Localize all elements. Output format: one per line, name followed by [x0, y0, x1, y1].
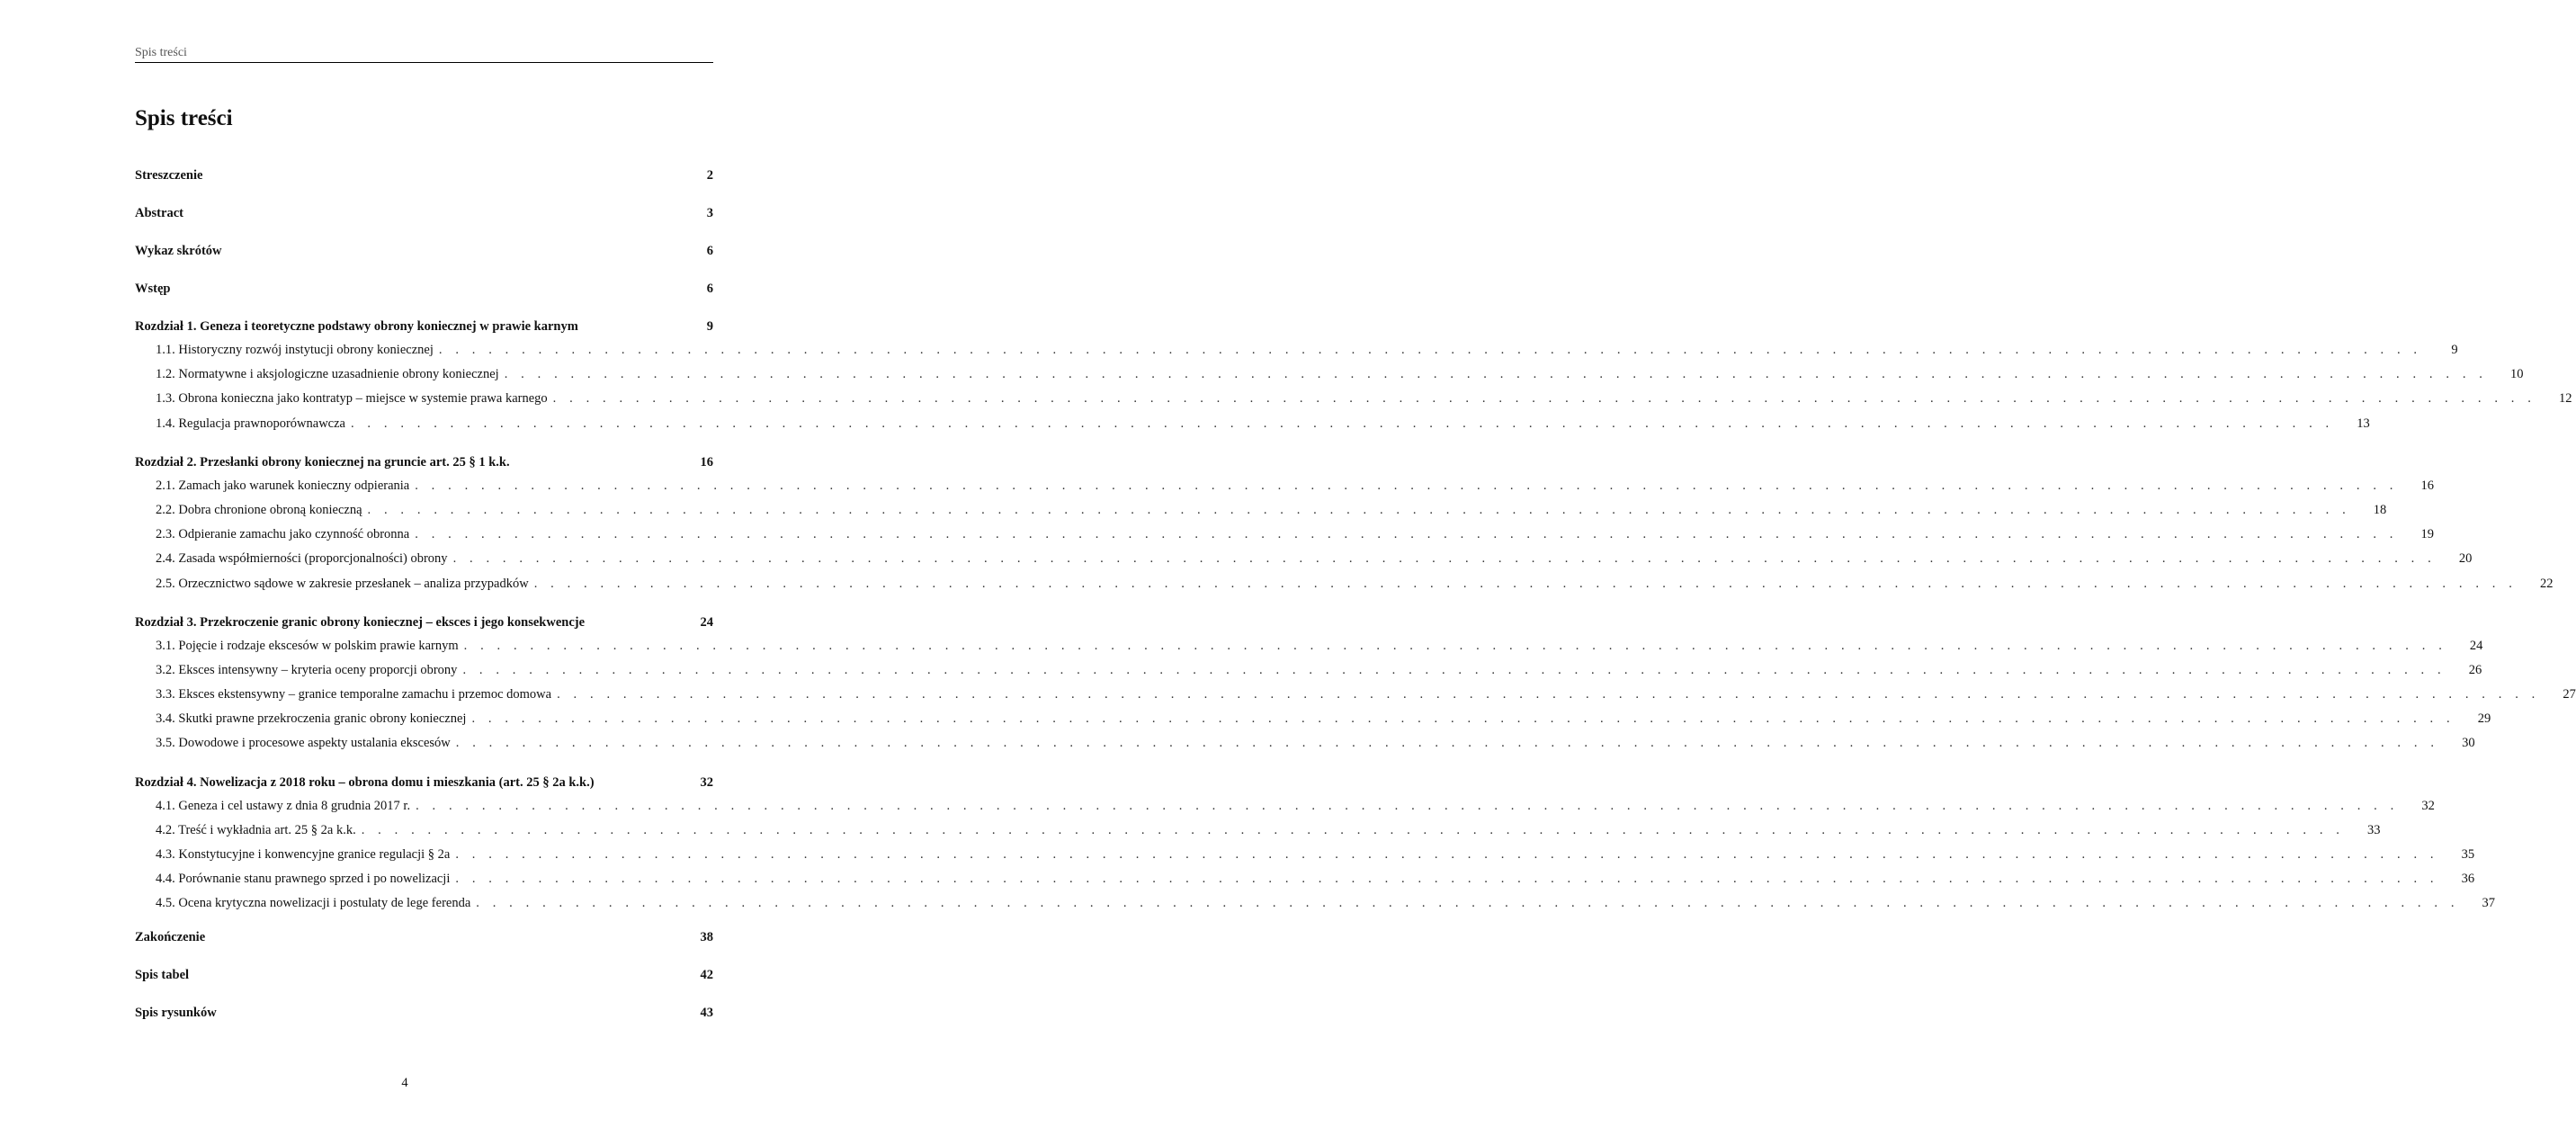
- toc-section-label: 2.3. Odpieranie zamachu jako czynność obronna: [156, 527, 410, 542]
- toc-section-page: 13: [2357, 416, 2370, 431]
- toc-section-label: 3.4. Skutki prawne przekroczenia granic obrony koniecznej: [156, 711, 467, 727]
- toc-entry-page: 6: [706, 244, 713, 258]
- toc-section-page: 35: [2461, 847, 2475, 862]
- toc-chapter-block: [135, 769, 2496, 917]
- toc-section-label: 2.4. Zasada współmierności (proporcjonalności) obrony: [156, 551, 448, 567]
- toc-chapter-entry[interactable]: [135, 313, 713, 338]
- toc-section-page: 19: [2420, 527, 2435, 542]
- toc-section-entry[interactable]: [135, 891, 2496, 916]
- toc-entry-page: 42: [700, 967, 713, 982]
- toc-section-page: 18: [2373, 502, 2387, 517]
- toc-entry-label: Spis rysunków: [135, 1005, 217, 1020]
- toc-section-label: 1.3. Obrona konieczna jako kontratyp – miejsce w systemie prawa karnego: [156, 391, 548, 407]
- toc-section-label: 1.1. Historyczny rozwój instytucji obrony koniecznej: [156, 343, 434, 357]
- toc-section-label: 4.3. Konstytucyjne i konwencyjne granice regulacji § 2a: [156, 847, 451, 862]
- toc-entry-label: Rozdział 4. Nowelizacja z 2018 roku – obrona domu i mieszkania (art. 25 § 2a k.k.): [135, 774, 595, 790]
- toc-entry-label: Abstract: [135, 206, 183, 220]
- dot-leaders: . . . . . . . . . . . . . . . . . . . . . . . . . . . . . . . . . . . . . . . . . . . . . . . . . . . . . . . . . . . . . . . . . . . . . . . . . . . . . . . . . . . . . . . . . . . . . . . . . . . . . . . . . . . . . . . . . . . . . . . .: [476, 896, 2460, 911]
- dot-leaders: . . . . . . . . . . . . . . . . . . . . . . . . . . . . . . . . . . . . . . . . . . . . . . . . . . . . . . . . . . . . . . . . . . . . . . . . . . . . . . . . . . . . . . . . . . . . . . . . . . . . . . . . . . . . . . . . . . . . . . . .: [415, 478, 2399, 493]
- toc-section-entry[interactable]: [135, 634, 2483, 658]
- toc-front-entry[interactable]: [135, 237, 713, 275]
- dot-leaders: . . . . . . . . . . . . . . . . . . . . . . . . . . . . . . . . . . . . . . . . . . . . . . . . . . . . . . . . . . . . . . . . . . . . . . . . . . . . . . . . . . . . . . . . . . . . . . . . . . . . . . . . . . . . . . . . . . . . . . . .: [463, 638, 2447, 653]
- toc-section-label: 2.1. Zamach jako warunek konieczny odpierania: [156, 478, 410, 493]
- toc-section-label: 1.4. Regulacja prawnoporównawcza: [156, 416, 345, 431]
- toc-chapter-entry[interactable]: [135, 769, 713, 794]
- toc-entry-label: Wykaz skrótów: [135, 244, 222, 258]
- toc-entry-page: 9: [706, 319, 713, 334]
- dot-leaders: . . . . . . . . . . . . . . . . . . . . . . . . . . . . . . . . . . . . . . . . . . . . . . . . . . . . . . . . . . . . . . . . . . . . . . . . . . . . . . . . . . . . . . . . . . . . . . . . . . . . . . . . . . . . . . . . . . . . . . . .: [533, 576, 2518, 591]
- toc-back-entry[interactable]: [135, 999, 713, 1037]
- toc-entry-label: Zakończenie: [135, 929, 206, 944]
- toc-section-entry[interactable]: [135, 547, 2473, 571]
- toc-chapter-entry[interactable]: [135, 449, 713, 474]
- toc-section-label: 1.2. Normatywne i aksjologiczne uzasadnienie obrony koniecznej: [156, 367, 499, 382]
- toc-chapter-block: [135, 609, 2576, 756]
- toc-entry-page: 16: [700, 454, 713, 470]
- toc-entry-page: 43: [700, 1005, 713, 1020]
- toc-entry-page: 3: [706, 206, 713, 220]
- toc-section-entry[interactable]: [135, 523, 2435, 547]
- toc-chapter-entry[interactable]: [135, 609, 713, 634]
- toc-section-entry[interactable]: [135, 387, 2572, 411]
- toc-section-page: 9: [2451, 343, 2458, 357]
- toc-entry-page: 2: [706, 168, 713, 183]
- dot-leaders: . . . . . . . . . . . . . . . . . . . . . . . . . . . . . . . . . . . . . . . . . . . . . . . . . . . . . . . . . . . . . . . . . . . . . . . . . . . . . . . . . . . . . . . . . . . . . . . . . . . . . . . . . . . . . . . . . . . . . . . .: [455, 847, 2439, 862]
- toc-section-label: 4.2. Treść i wykładnia art. 25 § 2a k.k.: [156, 822, 356, 837]
- dot-leaders: . . . . . . . . . . . . . . . . . . . . . . . . . . . . . . . . . . . . . . . . . . . . . . . . . . . . . . . . . . . . . . . . . . . . . . . . . . . . . . . . . . . . . . . . . . . . . . . . . . . . . . . . . . . . . . . . . . . . . . . .: [416, 798, 2399, 813]
- dot-leaders: . . . . . . . . . . . . . . . . . . . . . . . . . . . . . . . . . . . . . . . . . . . . . . . . . . . . . . . . . . . . . . . . . . . . . . . . . . . . . . . . . . . . . . . . . . . . . . . . . . . . . . . . . . . . . . . . . . . . . . . .: [455, 736, 2439, 751]
- toc-section-page: 30: [2462, 736, 2475, 751]
- toc-entry-label: Rozdział 2. Przesłanki obrony koniecznej na gruncie art. 25 § 1 k.k.: [135, 454, 510, 470]
- toc-section-label: 3.2. Eksces intensywny – kryteria oceny proporcji obrony: [156, 662, 458, 677]
- dot-leaders: . . . . . . . . . . . . . . . . . . . . . . . . . . . . . . . . . . . . . . . . . . . . . . . . . . . . . . . . . . . . . . . . . . . . . . . . . . . . . . . . . . . . . . . . . . . . . . . . . . . . . . . . . . . . . . . . . . . . . . . .: [367, 502, 2351, 517]
- toc-section-entry[interactable]: [135, 683, 2576, 707]
- toc-section-label: 4.1. Geneza i cel ustawy z dnia 8 grudnia 2017 r.: [156, 798, 411, 813]
- dot-leaders: . . . . . . . . . . . . . . . . . . . . . . . . . . . . . . . . . . . . . . . . . . . . . . . . . . . . . . . . . . . . . . . . . . . . . . . . . . . . . . . . . . . . . . . . . . . . . . . . . . . . . . . . . . . . . . . . . . . . . . . .: [462, 662, 2446, 677]
- dot-leaders: . . . . . . . . . . . . . . . . . . . . . . . . . . . . . . . . . . . . . . . . . . . . . . . . . . . . . . . . . . . . . . . . . . . . . . . . . . . . . . . . . . . . . . . . . . . . . . . . . . . . . . . . . . . . . . . . . . . . . . . .: [438, 343, 2422, 357]
- table-of-contents: [135, 162, 2576, 1037]
- toc-section-page: 10: [2510, 367, 2524, 382]
- dot-leaders: . . . . . . . . . . . . . . . . . . . . . . . . . . . . . . . . . . . . . . . . . . . . . . . . . . . . . . . . . . . . . . . . . . . . . . . . . . . . . . . . . . . . . . . . . . . . . . . . . . . . . . . . . . . . . . . . . . . . . . . .: [361, 822, 2345, 837]
- toc-entry-page: 32: [700, 774, 713, 790]
- toc-entry-label: Streszczenie: [135, 168, 203, 183]
- toc-section-page: 27: [2563, 687, 2576, 702]
- dot-leaders: . . . . . . . . . . . . . . . . . . . . . . . . . . . . . . . . . . . . . . . . . . . . . . . . . . . . . . . . . . . . . . . . . . . . . . . . . . . . . . . . . . . . . . . . . . . . . . . . . . . . . . . . . . . . . . . . . . . . . . . .: [552, 391, 2536, 407]
- toc-section-entry[interactable]: [135, 658, 2482, 683]
- toc-section-entry[interactable]: [135, 474, 2435, 498]
- toc-entry-page: 24: [700, 614, 713, 630]
- toc-section-page: 22: [2539, 576, 2554, 591]
- toc-section-entry[interactable]: [135, 498, 2387, 523]
- toc-section-page: 33: [2367, 822, 2381, 837]
- toc-section-page: 26: [2468, 662, 2482, 677]
- toc-section-entry[interactable]: [135, 572, 2554, 596]
- toc-section-page: 20: [2458, 551, 2473, 567]
- toc-back-matter: [135, 924, 713, 1037]
- toc-section-page: 29: [2477, 711, 2491, 727]
- toc-chapter-block: [135, 449, 2554, 596]
- dot-leaders: . . . . . . . . . . . . . . . . . . . . . . . . . . . . . . . . . . . . . . . . . . . . . . . . . . . . . . . . . . . . . . . . . . . . . . . . . . . . . . . . . . . . . . . . . . . . . . . . . . . . . . . . . . . . . . . . . . . . . . . .: [455, 872, 2439, 887]
- toc-section-page: 12: [2558, 391, 2572, 407]
- toc-section-entry[interactable]: [135, 362, 2524, 387]
- toc-front-entry[interactable]: [135, 200, 713, 237]
- toc-section-entry[interactable]: [135, 707, 2491, 731]
- toc-entry-page: 6: [706, 282, 713, 296]
- toc-front-entry[interactable]: [135, 275, 713, 313]
- dot-leaders: . . . . . . . . . . . . . . . . . . . . . . . . . . . . . . . . . . . . . . . . . . . . . . . . . . . . . . . . . . . . . . . . . . . . . . . . . . . . . . . . . . . . . . . . . . . . . . . . . . . . . . . . . . . . . . . . . . . . . . . .: [452, 551, 2437, 567]
- toc-section-page: 24: [2469, 638, 2483, 653]
- toc-section-label: 3.5. Dowodowe i procesowe aspekty ustalania ekscesów: [156, 736, 451, 751]
- running-header: Spis treści: [135, 45, 713, 63]
- dot-leaders: . . . . . . . . . . . . . . . . . . . . . . . . . . . . . . . . . . . . . . . . . . . . . . . . . . . . . . . . . . . . . . . . . . . . . . . . . . . . . . . . . . . . . . . . . . . . . . . . . . . . . . . . . . . . . . . . . . . . . . . .: [415, 527, 2399, 542]
- toc-section-label: 4.5. Ocena krytyczna nowelizacji i postulaty de lege ferenda: [156, 896, 471, 911]
- toc-section-label: 2.2. Dobra chronione obroną konieczną: [156, 502, 362, 517]
- toc-section-entry[interactable]: [135, 867, 2475, 891]
- toc-chapters: [135, 313, 2576, 917]
- toc-section-entry[interactable]: [135, 412, 2370, 436]
- toc-section-entry[interactable]: [135, 843, 2475, 867]
- toc-section-label: 2.5. Orzecznictwo sądowe w zakresie przesłanek – analiza przypadków: [156, 576, 529, 591]
- toc-section-label: 3.3. Eksces ekstensywny – granice temporalne zamachu i przemoc domowa: [156, 687, 552, 702]
- toc-section-page: 37: [2482, 896, 2496, 911]
- toc-back-entry[interactable]: [135, 924, 713, 962]
- toc-section-page: 32: [2421, 798, 2435, 813]
- toc-section-label: 4.4. Porównanie stanu prawnego sprzed i po nowelizacji: [156, 872, 451, 887]
- page-title: Spis treści: [135, 106, 233, 130]
- toc-section-entry[interactable]: [135, 794, 2435, 818]
- toc-section-entry[interactable]: [135, 818, 2381, 843]
- dot-leaders: . . . . . . . . . . . . . . . . . . . . . . . . . . . . . . . . . . . . . . . . . . . . . . . . . . . . . . . . . . . . . . . . . . . . . . . . . . . . . . . . . . . . . . . . . . . . . . . . . . . . . . . . . . . . . . . . . . . . . . . .: [471, 711, 2455, 727]
- page-number: 4: [401, 1076, 408, 1090]
- toc-entry-label: Rozdział 3. Przekroczenie granic obrony koniecznej – eksces i jego konsekwencje: [135, 614, 586, 630]
- toc-back-entry[interactable]: [135, 962, 713, 999]
- toc-section-entry[interactable]: [135, 731, 2475, 756]
- toc-section-page: 16: [2420, 478, 2435, 493]
- toc-chapter-block: [135, 313, 2572, 436]
- toc-section-label: 3.1. Pojęcie i rodzaje ekscesów w polskim prawie karnym: [156, 638, 459, 653]
- toc-entry-label: Rozdział 1. Geneza i teoretyczne podstawy obrony koniecznej w prawie karnym: [135, 319, 578, 334]
- dot-leaders: . . . . . . . . . . . . . . . . . . . . . . . . . . . . . . . . . . . . . . . . . . . . . . . . . . . . . . . . . . . . . . . . . . . . . . . . . . . . . . . . . . . . . . . . . . . . . . . . . . . . . . . . . . . . . . . . . . . . . . . .: [350, 416, 2334, 431]
- dot-leaders: . . . . . . . . . . . . . . . . . . . . . . . . . . . . . . . . . . . . . . . . . . . . . . . . . . . . . . . . . . . . . . . . . . . . . . . . . . . . . . . . . . . . . . . . . . . . . . . . . . . . . . . . . . . . . . . . . . . . . . . .: [504, 367, 2488, 382]
- toc-section-entry[interactable]: [135, 338, 2458, 362]
- toc-front-matter: [135, 162, 713, 313]
- toc-front-entry[interactable]: [135, 162, 713, 200]
- toc-entry-label: Spis tabel: [135, 967, 190, 982]
- toc-entry-label: Wstęp: [135, 282, 171, 296]
- dot-leaders: . . . . . . . . . . . . . . . . . . . . . . . . . . . . . . . . . . . . . . . . . . . . . . . . . . . . . . . . . . . . . . . . . . . . . . . . . . . . . . . . . . . . . . . . . . . . . . . . . . . . . . . . . . . . . . . . . . . . . . . .: [557, 687, 2540, 702]
- toc-entry-page: 38: [700, 929, 713, 944]
- toc-section-page: 36: [2461, 872, 2475, 887]
